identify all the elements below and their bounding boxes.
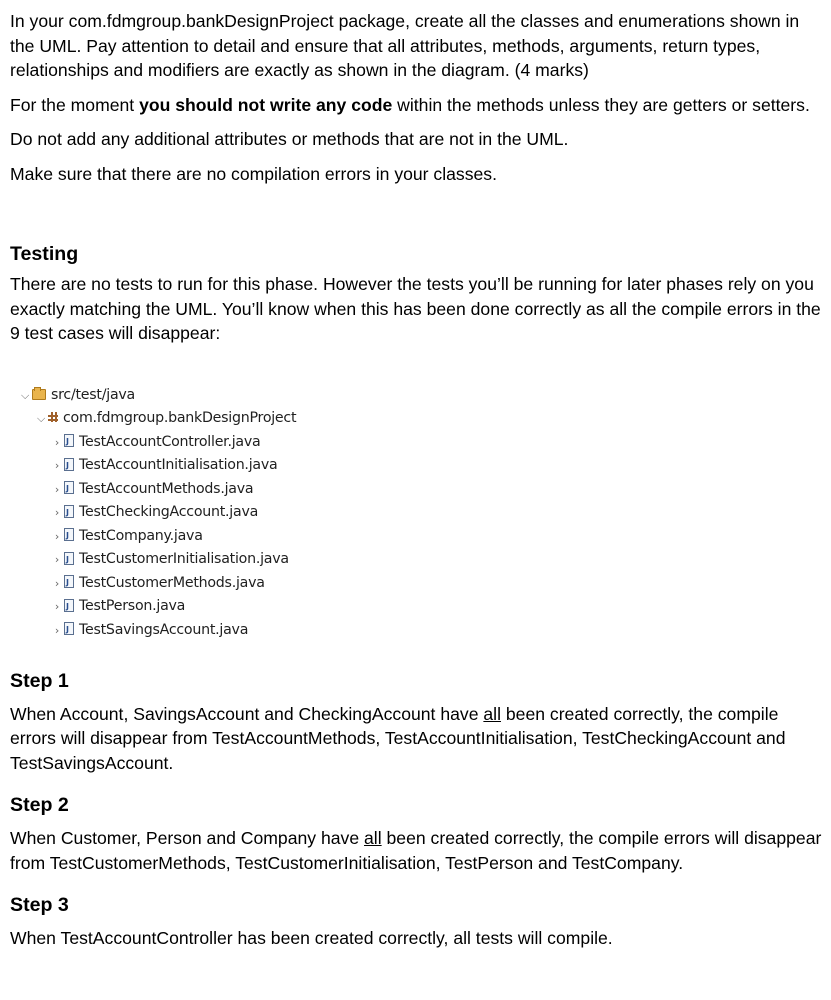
tree-node-file[interactable]	[50, 478, 253, 501]
chevron-right-icon[interactable]: ›	[54, 600, 60, 613]
tree-node-file[interactable]	[50, 454, 277, 477]
tree-file-label: TestSavingsAccount.java	[79, 621, 249, 638]
tree-node-file[interactable]	[50, 501, 258, 524]
step1-tail: been created correctly, the compile errors will disappear from TestAccountMethods, TestAccountInitialisation, TestCheckingAccount and TestSavingsAccount.	[10, 703, 786, 773]
chevron-down-icon[interactable]: ⌵	[36, 412, 46, 425]
tree-node-file[interactable]	[50, 525, 203, 548]
tree-file-label: TestCustomerInitialisation.java	[79, 551, 289, 567]
package-icon	[48, 412, 58, 422]
java-file-icon	[64, 505, 74, 518]
java-file-icon	[64, 599, 74, 612]
testing-heading: Testing	[10, 243, 79, 265]
step2-paragraph	[10, 826, 825, 875]
chevron-right-icon[interactable]: ›	[54, 576, 60, 590]
step1-heading: Step 1	[10, 669, 69, 692]
chevron-right-icon[interactable]: ›	[54, 529, 60, 543]
java-file-icon	[64, 622, 74, 635]
java-file-icon	[64, 552, 74, 565]
tree-node-file[interactable]	[50, 431, 260, 454]
chevron-right-icon[interactable]: ›	[54, 459, 60, 472]
chevron-right-icon[interactable]: ›	[54, 553, 60, 566]
tree-file-label: TestPerson.java	[79, 598, 186, 614]
java-file-icon	[64, 575, 74, 588]
intro-paragraph-2	[10, 93, 825, 118]
java-file-icon	[64, 528, 74, 541]
tree-node-label: src/test/java	[51, 387, 135, 403]
tree-file-label: TestCheckingAccount.java	[79, 504, 259, 520]
intro-p2-tail: within the methods unless they are getters or setters.	[392, 94, 810, 115]
step2-lead: When Customer, Person and Company have	[10, 828, 365, 848]
tree-node-label: com.fdmgroup.bankDesignProject	[63, 410, 297, 426]
tree-node-file[interactable]	[50, 619, 248, 642]
intro-paragraph-1: In your com.fdmgroup.bankDesignProject package, create all the classes and enumerations shown in the UML. Pay attention to detail and ensure that all attributes, methods, arguments, return types, relationships and modifiers are exactly as shown in the diagram. (4 marks)	[10, 11, 800, 80]
tree-file-label: TestAccountInitialisation.java	[79, 457, 278, 473]
step1-underline: all	[483, 703, 501, 724]
tree-node-file[interactable]	[50, 548, 289, 571]
intro-paragraph-4: Make sure that there are no compilation errors in your classes.	[10, 163, 497, 184]
tree-file-label: TestCompany.java	[79, 527, 203, 544]
step1-paragraph	[10, 702, 825, 776]
tree-file-label: TestAccountMethods.java	[79, 480, 254, 497]
chevron-right-icon[interactable]: ›	[54, 506, 60, 519]
step3-paragraph: When TestAccountController has been created correctly, all tests will compile.	[10, 928, 613, 948]
intro-p2-lead: For the moment	[10, 94, 140, 115]
java-file-icon	[64, 481, 74, 494]
tree-node-file[interactable]	[50, 595, 185, 618]
java-file-icon	[64, 458, 74, 471]
step2-underline: all	[364, 828, 382, 848]
java-file-icon	[64, 434, 74, 447]
testing-paragraph: There are no tests to run for this phase. However the tests you’ll be running for later phases rely on you exactly matching the UML. You’ll know when this has been done correctly as all the compile errors in the 9 test cases will disappear:	[10, 274, 821, 343]
chevron-right-icon[interactable]: ›	[54, 435, 60, 449]
step2-heading: Step 2	[10, 794, 69, 816]
tree-node-package[interactable]	[34, 407, 296, 430]
chevron-down-icon[interactable]: ⌵	[20, 389, 30, 402]
chevron-right-icon[interactable]: ›	[54, 623, 60, 637]
chevron-right-icon[interactable]: ›	[54, 482, 60, 496]
step2-tail: been created correctly, the compile errors will disappear from TestCustomerMethods, TestCustomerInitialisation, TestPerson and TestCompany.	[10, 828, 822, 873]
tree-node-src-test-java[interactable]	[18, 384, 135, 407]
step3-heading: Step 3	[10, 894, 69, 916]
step1-lead: When Account, SavingsAccount and CheckingAccount have	[10, 703, 484, 724]
intro-p2-emphasis: you should not write any code	[139, 94, 393, 115]
tree-node-file[interactable]	[50, 572, 265, 595]
tree-file-label: TestAccountController.java	[79, 433, 261, 450]
intro-paragraph-3: Do not add any additional attributes or methods that are not in the UML.	[10, 129, 569, 149]
tree-file-label: TestCustomerMethods.java	[79, 574, 265, 591]
source-folder-icon	[32, 389, 46, 400]
